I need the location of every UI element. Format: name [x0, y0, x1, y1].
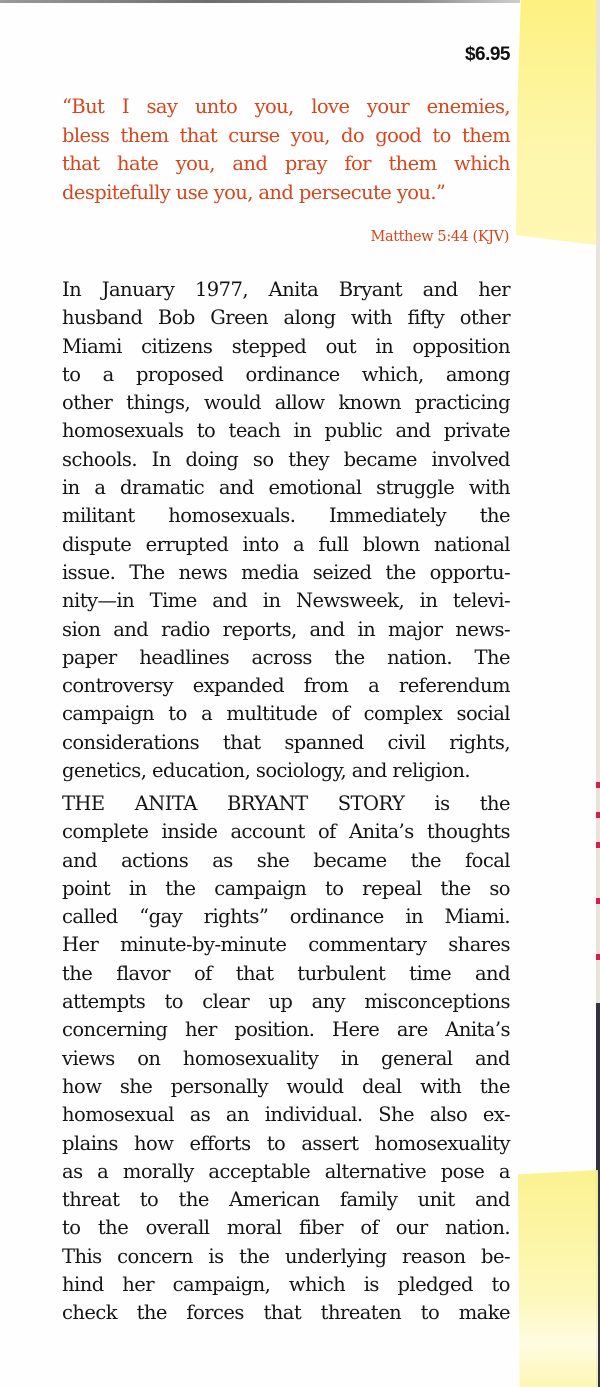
paragraph-line: Miami citizens stepped out in opposition [62, 334, 510, 358]
paragraph-line: homosexuals to teach in public and private [62, 419, 510, 443]
paragraph-line: check the forces that threaten to make [62, 1301, 510, 1325]
paragraph-line: called “gay rights” ordinance in Miami. [62, 905, 510, 929]
paragraph-line: issue. The news media seized the opportu- [62, 560, 510, 584]
paragraph-line: schools. In doing so they became involved [62, 447, 510, 471]
epigraph-line: that hate you, and pray for them which [62, 152, 510, 175]
epigraph-line: despitefully use you, and persecute you.” [62, 180, 446, 204]
paragraph-line: This concern is the underlying reason be- [62, 1244, 510, 1268]
epigraph-line: bless them that curse you, do good to them [62, 123, 510, 147]
paragraph-1 [62, 276, 510, 785]
red-mark [596, 842, 600, 848]
paragraph-line: concerning her position. Here are Anita’s [62, 1018, 510, 1042]
paragraph-line: sion and radio reports, and in major news- [62, 617, 510, 641]
paragraph-2 [62, 790, 510, 1328]
price-label: $6.95 [464, 44, 510, 65]
epigraph-line: “But I say unto you, love your enemies, [62, 95, 510, 118]
paragraph-line: hind her campaign, which is pledged to [62, 1273, 510, 1297]
paragraph-line: plains how efforts to assert homosexuality [62, 1131, 510, 1155]
yellow-tape-top [516, 0, 596, 245]
red-mark [596, 782, 600, 788]
paragraph-line: husband Bob Green along with fifty other [62, 306, 510, 330]
red-mark [596, 812, 600, 818]
paragraph-line: campaign to a multitude of complex social [62, 702, 510, 726]
paragraph-line: dispute errupted into a full blown national [62, 532, 510, 556]
paragraph-line: militant homosexuals. Immediately the [62, 504, 510, 528]
paragraph-line: nity—in Time and in Newsweek, in televi- [62, 589, 510, 613]
paragraph-line: homosexual as an individual. She also ex- [62, 1103, 510, 1127]
paragraph-line: as a morally acceptable alternative pose a [62, 1159, 510, 1183]
paragraph-line: and actions as she became the focal [62, 848, 510, 872]
paragraph-line: THE ANITA BRYANT STORY is the [62, 792, 510, 815]
yellow-tape-bottom [518, 1170, 598, 1387]
paragraph-line: in a dramatic and emotional struggle with [62, 476, 510, 500]
red-mark [596, 898, 600, 904]
paragraph-line: to the overall moral fiber of our nation. [62, 1216, 510, 1240]
paragraph-line: to a proposed ordinance which, among [62, 362, 510, 386]
paragraph-line: threat to the American family unit and [62, 1188, 510, 1212]
paragraph-line: In January 1977, Anita Bryant and her [62, 278, 510, 301]
paragraph-line: other things, would allow known practicing [62, 391, 510, 415]
epigraph-citation: Matthew 5:44 (KJV) [370, 229, 509, 245]
epigraph-quote [62, 93, 510, 207]
paragraph-line: point in the campaign to repeal the so [62, 876, 510, 900]
paragraph-line: controversy expanded from a referendum [62, 674, 510, 698]
paragraph-line: genetics, education, sociology, and religion. [62, 759, 471, 783]
paragraph-line: Her minute-by-minute commentary shares [62, 933, 510, 957]
paragraph-line: how she personally would deal with the [62, 1074, 510, 1098]
red-mark [596, 954, 600, 960]
paragraph-line: paper headlines across the nation. The [62, 645, 510, 669]
paragraph-line: views on homosexuality in general and [62, 1046, 510, 1070]
paragraph-line: attempts to clear up any misconceptions [62, 990, 510, 1014]
paragraph-line: the flavor of that turbulent time and [62, 961, 510, 985]
page-top-edge [0, 0, 520, 3]
paragraph-line: considerations that spanned civil rights, [62, 730, 510, 754]
paragraph-line: complete inside account of Anita’s thoughts [62, 820, 510, 844]
